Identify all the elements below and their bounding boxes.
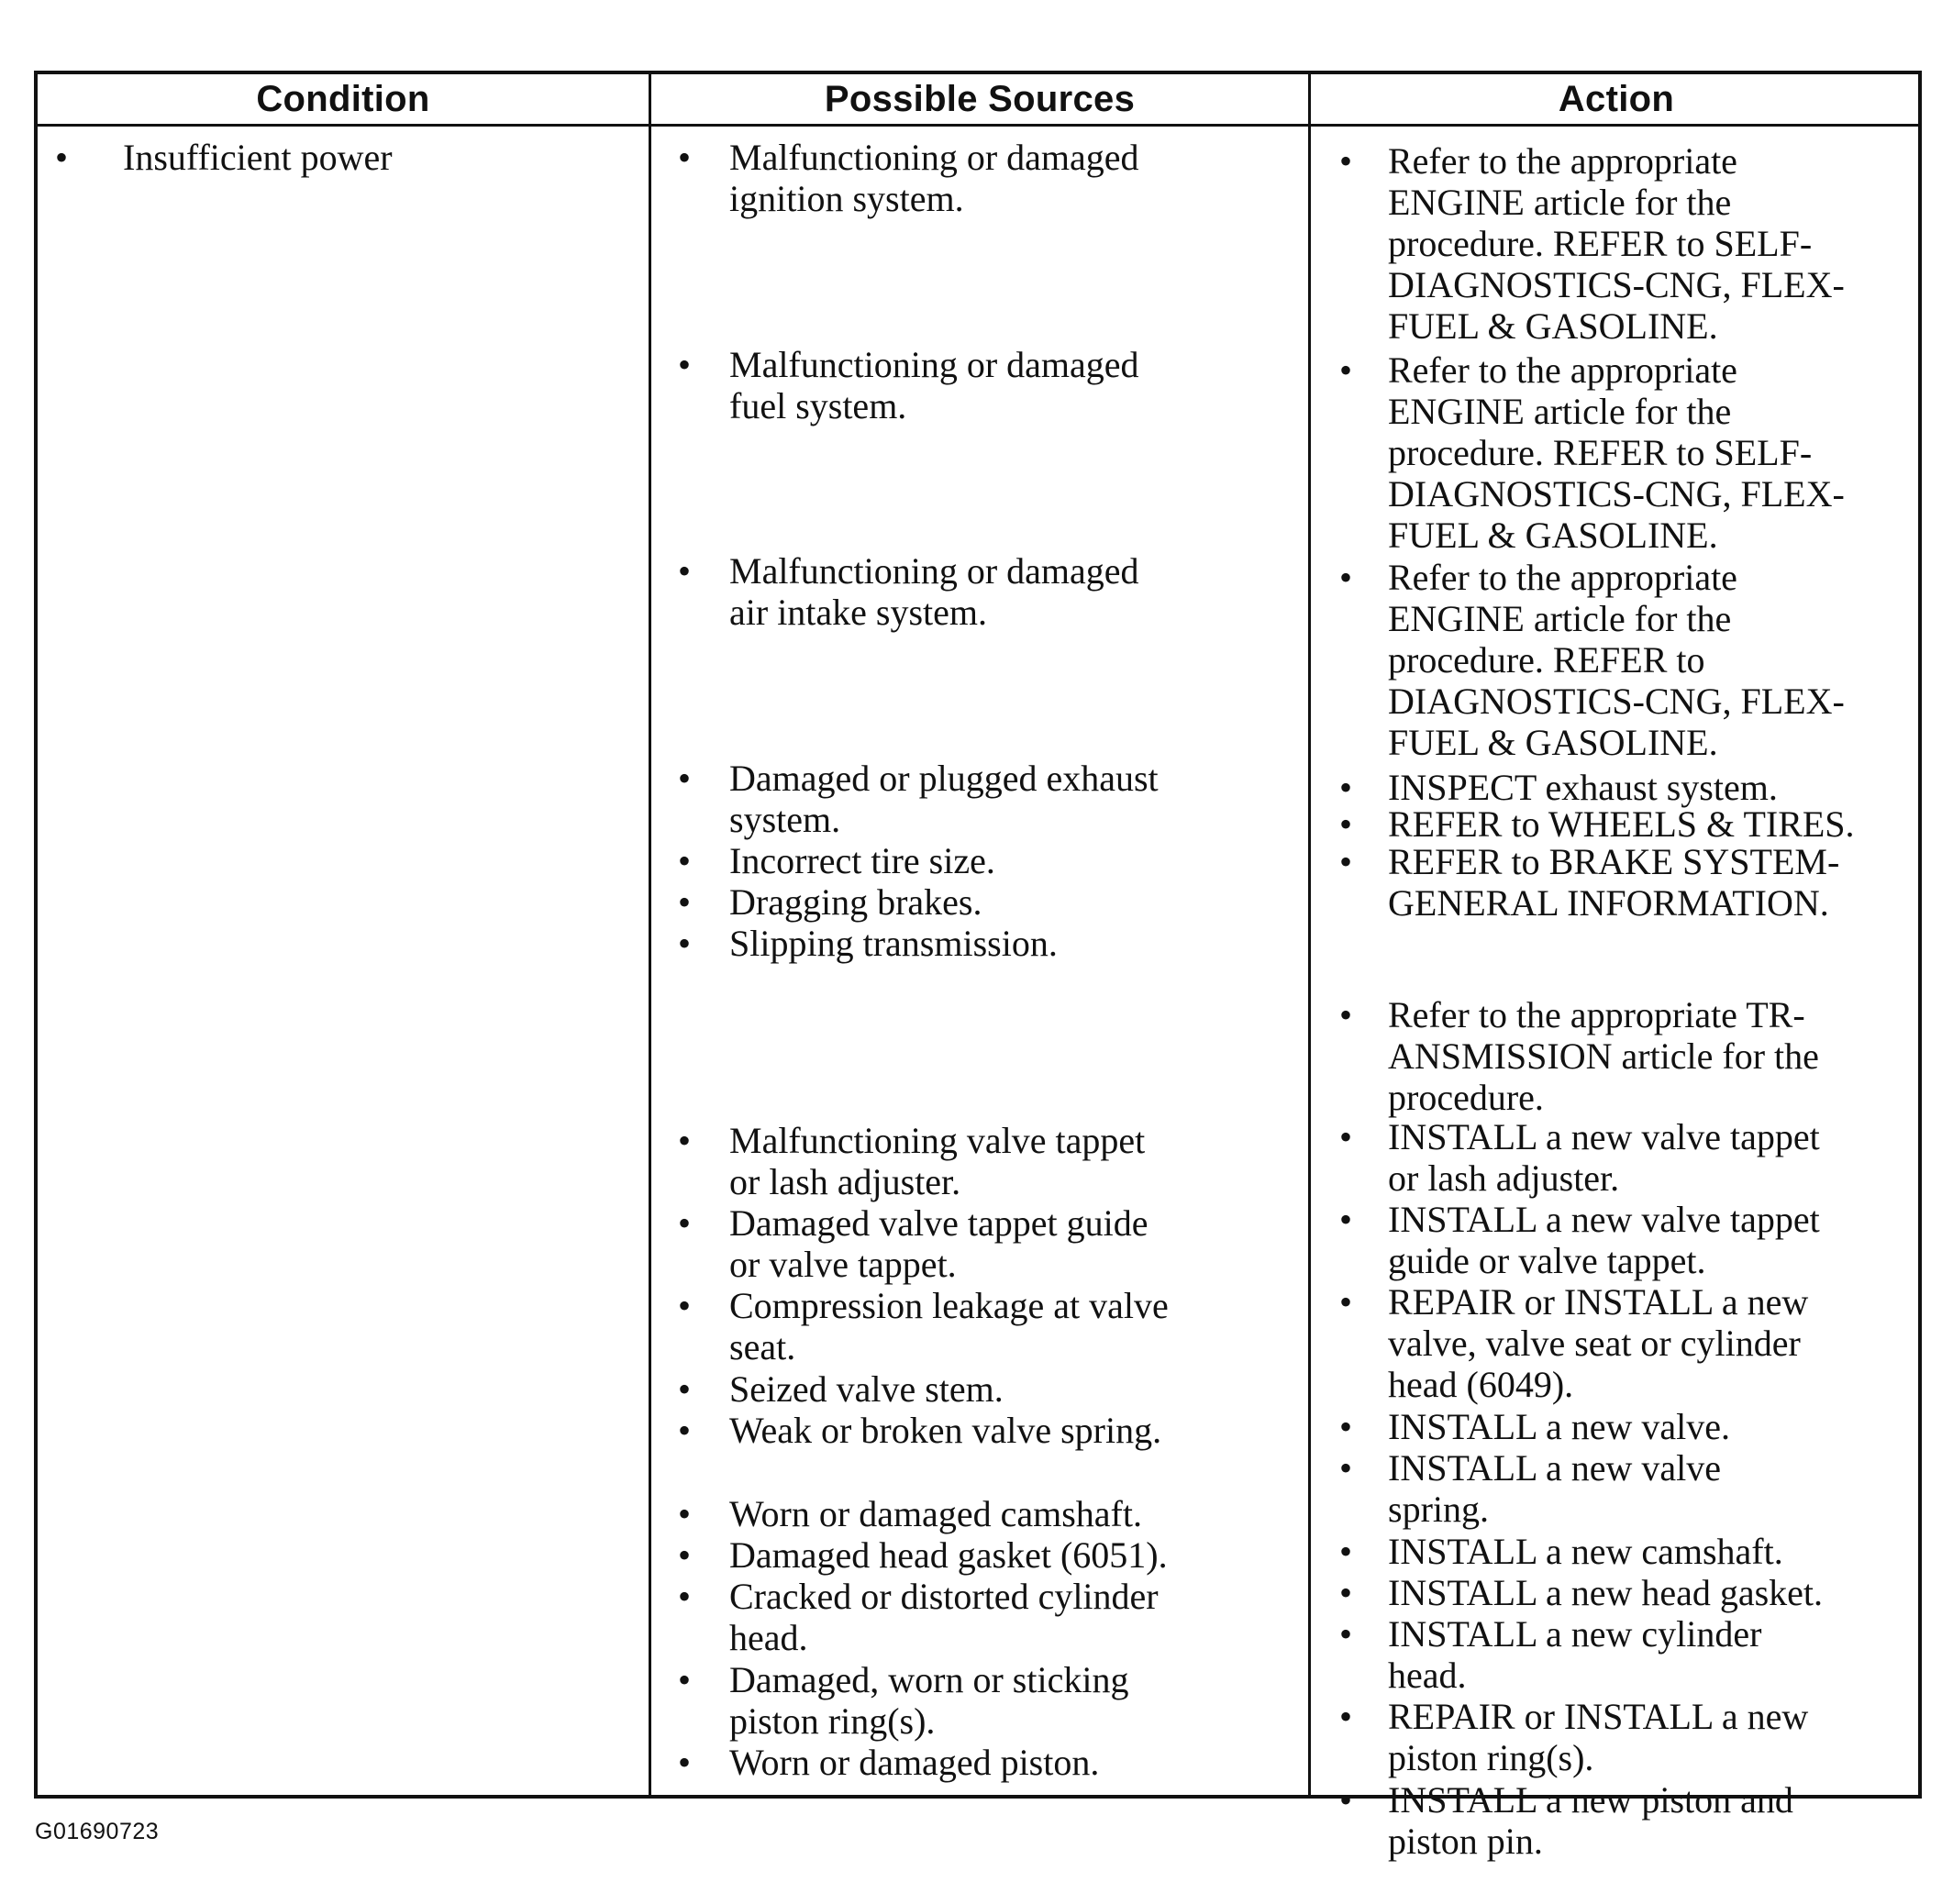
sources-text [729, 1659, 1128, 1742]
condition-text [123, 137, 393, 178]
bullet-icon: • [54, 137, 68, 178]
actions-line: procedure. [1388, 1077, 1544, 1118]
bullet-icon: • [1338, 1696, 1352, 1737]
sources-text [729, 923, 1058, 964]
actions-text [1388, 1696, 1808, 1778]
actions-line: INSTALL a new valve [1388, 1447, 1721, 1489]
actions-line: REPAIR or INSTALL a new [1388, 1281, 1809, 1323]
actions-line: Refer to the appropriate [1388, 349, 1737, 391]
actions-line: FUEL & GASOLINE. [1388, 515, 1718, 556]
actions-text [1388, 1572, 1823, 1613]
bullet-icon: • [1338, 349, 1352, 391]
actions-line: procedure. REFER to [1388, 639, 1705, 681]
actions-text [1388, 557, 1845, 763]
bullet-icon: • [677, 1410, 691, 1451]
bullet-icon: • [1338, 1406, 1352, 1447]
bullet-icon: • [677, 550, 691, 592]
actions-line: Refer to the appropriate [1388, 557, 1737, 598]
bullet-icon: • [1338, 557, 1352, 598]
figure-id: G01690723 [35, 1819, 160, 1844]
bullet-icon: • [677, 758, 691, 799]
actions-line: head (6049). [1388, 1364, 1574, 1405]
bullet-icon: • [677, 1576, 691, 1617]
sources-text [729, 550, 1139, 633]
bullet-icon: • [677, 1742, 691, 1783]
actions-line: ENGINE article for the [1388, 391, 1732, 432]
actions-text [1388, 841, 1839, 924]
actions-text [1388, 803, 1855, 845]
bullet-icon: • [677, 1120, 691, 1161]
actions-line: REPAIR or INSTALL a new [1388, 1696, 1809, 1737]
sources-text [729, 1285, 1169, 1367]
actions-line: INSTALL a new piston and [1388, 1779, 1793, 1821]
actions-line: ENGINE article for the [1388, 182, 1732, 223]
actions-text [1388, 1281, 1808, 1405]
actions-line: REFER to BRAKE SYSTEM- [1388, 841, 1840, 882]
actions-line: Refer to the appropriate TR- [1388, 994, 1805, 1035]
bullet-icon: • [1338, 841, 1352, 882]
sources-line: Worn or damaged camshaft. [729, 1493, 1142, 1534]
actions-line: ANSMISSION article for the [1388, 1035, 1819, 1077]
actions-line: DIAGNOSTICS-CNG, FLEX- [1388, 681, 1845, 722]
actions-line: INSTALL a new valve tappet [1388, 1199, 1820, 1240]
actions-text [1388, 1779, 1793, 1862]
bullet-icon: • [677, 137, 691, 178]
sources-line: Malfunctioning or damaged [729, 137, 1139, 178]
actions-line: head. [1388, 1655, 1467, 1696]
actions-text [1388, 1613, 1761, 1696]
sources-text [729, 1410, 1161, 1451]
bullet-icon: • [677, 840, 691, 881]
bullet-icon: • [677, 1534, 691, 1576]
bullet-icon: • [1338, 1116, 1352, 1157]
sources-text [729, 758, 1159, 840]
actions-line: valve, valve seat or cylinder [1388, 1323, 1801, 1364]
sources-line: Incorrect tire size. [729, 840, 995, 881]
sources-text [729, 1120, 1145, 1202]
actions-line: GENERAL INFORMATION. [1388, 882, 1829, 924]
actions-line: procedure. REFER to SELF- [1388, 432, 1813, 473]
actions-text [1388, 1531, 1783, 1572]
sources-text [729, 344, 1139, 426]
actions-text [1388, 349, 1845, 556]
bullet-icon: • [677, 1202, 691, 1244]
bullet-icon: • [677, 923, 691, 964]
bullet-icon: • [1338, 1613, 1352, 1655]
sources-text [729, 1576, 1159, 1658]
bullet-icon: • [1338, 1531, 1352, 1572]
sources-line: Malfunctioning valve tappet [729, 1120, 1146, 1161]
actions-line: piston ring(s). [1388, 1737, 1594, 1778]
column-divider [1308, 74, 1311, 1795]
bullet-icon: • [1338, 140, 1352, 182]
sources-line: Seized valve stem. [729, 1368, 1004, 1410]
sources-line: seat. [729, 1326, 796, 1367]
actions-line: INSTALL a new valve. [1388, 1406, 1730, 1447]
sources-text [729, 1493, 1142, 1534]
sources-text [729, 1534, 1168, 1576]
actions-text [1388, 1116, 1820, 1199]
bullet-icon: • [677, 344, 691, 385]
header-divider [38, 124, 1918, 127]
sources-line: or valve tappet. [729, 1244, 957, 1285]
actions-line: INSTALL a new valve tappet [1388, 1116, 1820, 1157]
sources-line: Damaged, worn or sticking [729, 1659, 1129, 1700]
actions-line: INSTALL a new head gasket. [1388, 1572, 1824, 1613]
sources-line: or lash adjuster. [729, 1161, 961, 1202]
actions-line: DIAGNOSTICS-CNG, FLEX- [1388, 473, 1845, 515]
bullet-icon: • [1338, 1572, 1352, 1613]
sources-line: Cracked or distorted cylinder [729, 1576, 1159, 1617]
sources-line: Compression leakage at valve [729, 1285, 1169, 1326]
header-condition: Condition [256, 78, 430, 119]
sources-line: Malfunctioning or damaged [729, 550, 1139, 592]
bullet-icon: • [1338, 1199, 1352, 1240]
column-divider [649, 74, 651, 1795]
header-possible-sources: Possible Sources [824, 78, 1136, 119]
actions-line: FUEL & GASOLINE. [1388, 722, 1718, 763]
sources-line: Damaged or plugged exhaust [729, 758, 1159, 799]
actions-line: INSTALL a new cylinder [1388, 1613, 1762, 1655]
actions-line: ENGINE article for the [1388, 598, 1732, 639]
sources-line: Dragging brakes. [729, 881, 982, 923]
bullet-icon: • [677, 1659, 691, 1700]
sources-line: air intake system. [729, 592, 988, 633]
actions-line: piston pin. [1388, 1821, 1543, 1862]
bullet-icon: • [1338, 1281, 1352, 1323]
bullet-icon: • [677, 1493, 691, 1534]
sources-text [729, 881, 982, 923]
sources-line: Weak or broken valve spring. [729, 1410, 1162, 1451]
condition-line: Insufficient power [123, 137, 393, 178]
sources-line: system. [729, 799, 841, 840]
bullet-icon: • [677, 881, 691, 923]
actions-line: guide or valve tappet. [1388, 1240, 1706, 1281]
sources-line: ignition system. [729, 178, 964, 219]
sources-line: Damaged valve tappet guide [729, 1202, 1148, 1244]
sources-text [729, 1368, 1004, 1410]
bullet-icon: • [1338, 803, 1352, 845]
actions-line: FUEL & GASOLINE. [1388, 305, 1718, 347]
header-action: Action [1558, 78, 1675, 119]
actions-line: DIAGNOSTICS-CNG, FLEX- [1388, 264, 1845, 305]
bullet-icon: • [1338, 994, 1352, 1035]
sources-line: Damaged head gasket (6051). [729, 1534, 1168, 1576]
sources-line: piston ring(s). [729, 1700, 936, 1742]
actions-line: INSPECT exhaust system. [1388, 767, 1778, 808]
actions-text [1388, 140, 1845, 347]
sources-line: fuel system. [729, 385, 907, 426]
sources-line: Slipping transmission. [729, 923, 1058, 964]
bullet-icon: • [677, 1368, 691, 1410]
actions-line: REFER to WHEELS & TIRES. [1388, 803, 1855, 845]
actions-line: spring. [1388, 1489, 1489, 1530]
actions-text [1388, 1447, 1721, 1530]
actions-text [1388, 767, 1778, 808]
actions-line: INSTALL a new camshaft. [1388, 1531, 1783, 1572]
actions-text [1388, 1406, 1730, 1447]
sources-text [729, 1742, 1099, 1783]
sources-line: head. [729, 1617, 808, 1658]
sources-text [729, 840, 995, 881]
actions-line: procedure. REFER to SELF- [1388, 223, 1813, 264]
sources-line: Malfunctioning or damaged [729, 344, 1139, 385]
bullet-icon: • [1338, 1447, 1352, 1489]
actions-text [1388, 994, 1819, 1118]
bullet-icon: • [1338, 767, 1352, 808]
bullet-icon: • [1338, 1779, 1352, 1821]
sources-text [729, 1202, 1148, 1285]
actions-line: or lash adjuster. [1388, 1157, 1620, 1199]
sources-line: Worn or damaged piston. [729, 1742, 1100, 1783]
bullet-icon: • [677, 1285, 691, 1326]
actions-line: Refer to the appropriate [1388, 140, 1737, 182]
sources-text [729, 137, 1139, 219]
actions-text [1388, 1199, 1820, 1281]
